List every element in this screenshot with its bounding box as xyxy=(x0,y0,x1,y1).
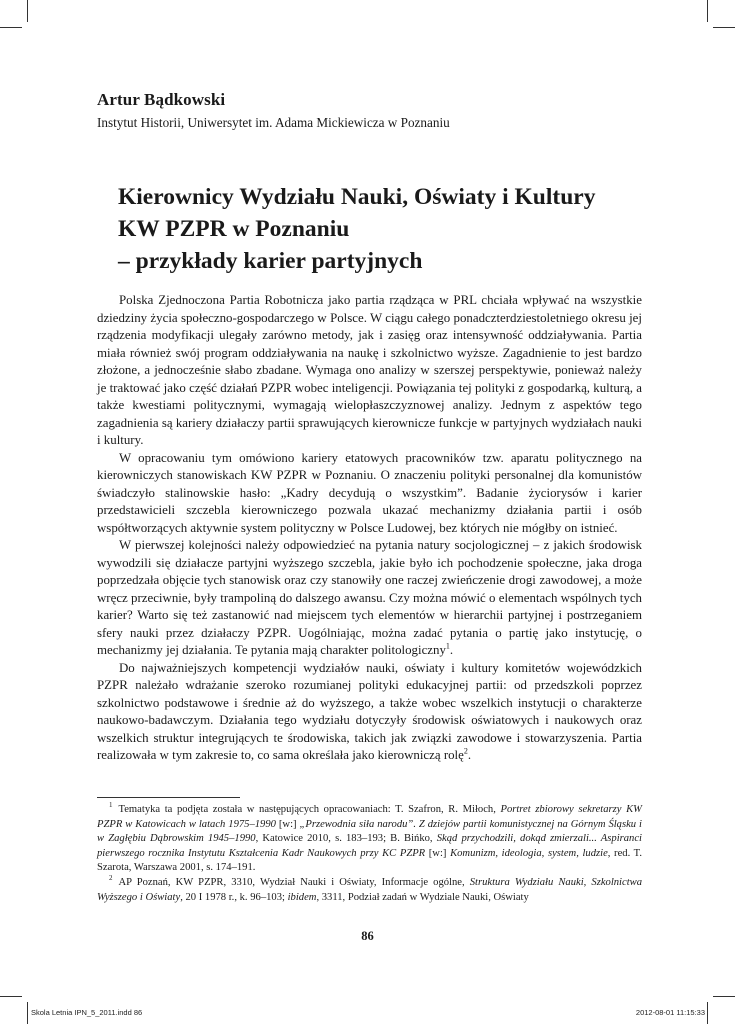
footnote-text: Skąd przychodzili, dokąd zmierzali... Aspiranci pierwszego rocznika Instytutu Kształcenia Kadr Naukowych przy KC PZPR xyxy=(97,833,643,859)
crop-mark xyxy=(713,996,735,997)
body-paragraph: Do najważniejszych kompetencji wydziałów nauki, oświaty i kultury komitetów wojewódzkich PZPR należało wdrażanie szeroko rozumianej polityki edukacyjnej partii: od przedszkoli poprzez szkolnictwo podstawowe i średnie aż do wyższego, a także wobec wszelkich instytucji o charakterze naukowo-badawczym. Działania tego wydziału dotyczyły środowisk oświatowych i naukowych oraz wszelkich struktur integrujących te środowiska, takich jak związki zawodowe i stowarzyszenia. Partia realizowała w tym zakresie to, co sama określała jako kierowniczą rolę$^2$. xyxy=(97,660,642,762)
footnote-text: Komunizm, ideologia, system, ludzie xyxy=(450,847,608,859)
footnote-text: AP Poznań, KW PZPR, 3310, Wydział Nauki i Oświaty, Informacje ogólne, xyxy=(118,876,470,888)
footnote-ref[interactable]: 2 xyxy=(463,746,468,756)
author-affiliation: Instytut Historii, Uniwersytet im. Adama Mickiewicza w Poznaniu xyxy=(97,115,450,130)
crop-mark xyxy=(713,27,735,28)
print-slug-timestamp: 2012-08-01 11:15:33 xyxy=(635,1008,705,1017)
footnote-text: [w:] xyxy=(275,818,300,830)
footnote-number: 1 xyxy=(109,801,113,810)
crop-mark xyxy=(707,1002,708,1024)
body-paragraph: W pierwszej kolejności należy odpowiedzieć na pytania natury socjologicznej – z jakich środowisk wywodzili się działacze partyjni wyższego szczebla, jakie było ich pochodzenie społeczne, jaka droga poprzedzała objęcie tych stanowisk oraz czy stanowiły one raczej zwieńczenie drogi zawodowej, a może wręcz przeciwnie, były trampoliną do dalszego awansu. Czy można mówić o elementach wspólnych tych karier? Warto się też zastanowić nad miejscem tych elementów w hierarchii partyjnej i postrzeganiem sfery nauki przez działaczy PZPR. Uogólniając, można zadać pytania o partię jako instytucję, o mechanizmy jej działania. Te pytania mają charakter politologiczny$^1$. xyxy=(97,538,642,657)
paragraph-text: Do najważniejszych kompetencji wydziałów nauki, oświaty i kultury komitetów wojewódzkich PZPR należało wdrażanie szeroko rozumianej polityki edukacyjnej partii: od przedszkoli poprzez szkolnictwo podstawowe i średnie aż do wyższego, a także wobec wszelkich instytucji o charakterze naukowo-badawczym. Działania tego wydziału dotyczyły środowisk oświatowych i naukowych oraz wszelkich struktur integrujących te środowiska, takich jak związki zawodowe i stowarzyszenia. Partia realizowała w tym zakresie to, co sama określała jako kierowniczą rolę xyxy=(97,660,642,762)
title-line: KW PZPR w Poznaniu xyxy=(118,216,350,242)
footnote-text: , 3311, Podział zadań w Wydziale Nauki, Oświaty xyxy=(316,891,529,903)
footnote-text: , red. T. Szarota, Warszawa 2001, s. 174–191. xyxy=(97,847,642,874)
crop-mark xyxy=(0,996,22,997)
footnote-text: Tematyka ta podjęta została w następujących opracowaniach: T. Szafron, R. Miłoch, xyxy=(118,804,501,815)
title-line: – przykłady karier partyjnych xyxy=(118,248,423,274)
footnote xyxy=(97,876,642,905)
article-title xyxy=(118,181,678,277)
footnote-divider xyxy=(97,797,240,798)
crop-mark xyxy=(27,0,28,22)
crop-mark xyxy=(707,0,708,22)
crop-mark xyxy=(27,1002,28,1024)
author-name: Artur Bądkowski xyxy=(97,90,226,109)
footnote-text: Portret zbiorowy sekretarzy KW PZPR w Katowicach w latach 1975–1990 xyxy=(97,804,642,830)
footnote-text: , Katowice 2010, s. 183–193; B. Bińko, xyxy=(255,833,437,845)
footnote-text: , 20 I 1978 r., k. 96–103; xyxy=(180,891,288,903)
paragraph-text: Polska Zjednoczona Partia Robotnicza jako partia rządząca w PRL chciała wpływać na wszystkie dziedziny życia społeczno-gospodarczego w Polsce. W ciągu całego ponadczterdziestoletniego okresu jej rządzenia modyfikacji ulegały zarówno metody, jak i zasięg oraz intensywność oddziaływania. Partia miała również swój program oddziaływania na naukę i szkolnictwo wyższe. Zagadnienie to jest bardzo złożone, a jednocześnie słabo zbadane. Wymaga ono analizy w szerszej perspektywie, ponieważ należy je traktować jako część działań PZPR wobec inteligencji. Powiązania tej polityki z gospodarką, kulturą, a także kwestiami politycznymi, wymagają wielopłaszczyznowej analizy. Jednym z aspektów tego zagadnienia są kariery działaczy partii sprawujących kierownicze funkcje w partyjnych wydziałach nauki i kultury. xyxy=(97,293,642,447)
crop-mark xyxy=(0,27,22,28)
footnote-text: Struktura Wydziału Nauki, Szkolnictwa Wyższego i Oświaty xyxy=(97,876,643,903)
footnote-text: ibidem xyxy=(287,891,317,903)
footnotes xyxy=(97,803,642,905)
footnote-text: „Przewodnia siła narodu”. Z dziejów partii komunistycznej na Górnym Śląsku i w Zagłębiu Dąbrowskim 1945–1990 xyxy=(97,818,642,845)
article-body xyxy=(97,292,642,765)
title-line: Kierownicy Wydziału Nauki, Oświaty i Kultury xyxy=(118,184,596,210)
paragraph-text: W opracowaniu tym omówiono kariery etatowych pracowników tzw. aparatu politycznego na kierowniczych stanowiskach KW PZPR w Poznaniu. O znaczeniu polityki personalnej dla komunistów świadczyło stalinowskie hasło: „Kadry decydują o wszystkim”. Badanie życiorysów i karier przedstawicieli szczebla kierowniczego pozwala ukazać mechanizmy działania partii i osób współtworzących aktywnie system polityczny w Polsce Ludowej, bez których nie mógłby on istnieć. xyxy=(97,450,642,535)
footnote xyxy=(97,803,642,876)
body-paragraph xyxy=(97,450,642,538)
page-number: 86 xyxy=(361,929,374,943)
body-paragraph xyxy=(97,292,642,450)
paragraph-text: W pierwszej kolejności należy odpowiedzieć na pytania natury socjologicznej – z jakich środowisk wywodzili się działacze partyjni wyższego szczebla, jakie było ich pochodzenie społeczne, jaka droga poprzedzała objęcie tych stanowisk oraz czy stanowiły one raczej zwieńczenie drogi zawodowej, a może wręcz przeciwnie, były trampoliną do dalszego awansu. Czy można mówić o elementach wspólnych tych karier? Warto się też zastanowić nad miejscem tych elementów w hierarchii partyjnej i postrzeganiem sfery nauki przez działaczy PZPR. Uogólniając, można zadać pytania o partię jako instytucję, o mechanizmy jej działania. Te pytania mają charakter politologiczny xyxy=(97,538,642,657)
footnote-text: [w:] xyxy=(425,847,451,859)
footnote-number: 2 xyxy=(109,874,113,883)
print-slug-filename: Skola Letnia IPN_5_2011.indd 86 xyxy=(31,1008,143,1017)
footnote-ref[interactable]: 1 xyxy=(445,641,450,651)
